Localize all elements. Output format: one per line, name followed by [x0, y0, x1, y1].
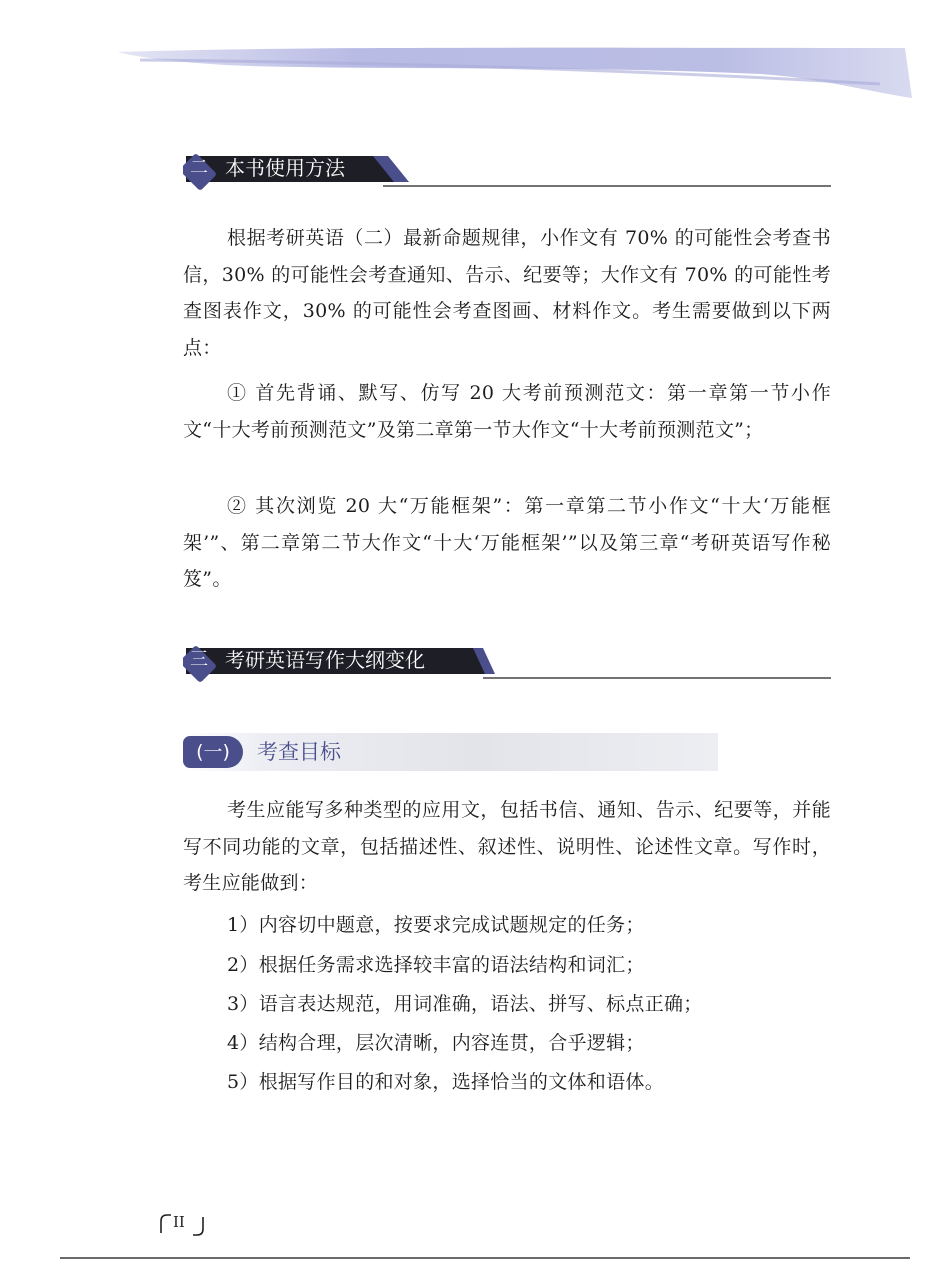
paragraph-rules: 根据考研英语（二）最新命题规律，小作文有 70% 的可能性会考查书信，30% 的可能性会考查通知、告示、纪要等；大作文有 70% 的可能性考查图表作文，30% 的可能性会考查图画、材料作文。考生需要做到以下两点：	[183, 227, 831, 359]
bottom-rule	[60, 1257, 910, 1259]
paragraph-step-one: ① 首先背诵、默写、仿写 20 大考前预测范文：第一章第一节小作文“十大考前预测范文”及第二章第一节大作文“十大考前预测范文”；	[183, 382, 831, 441]
section-number: 二	[190, 157, 208, 178]
paragraph-step-two: ② 其次浏览 20 大“万能框架”：第一章第二节小作文“十大‘万能框架’”、第二章第二节大作文“十大‘万能框架’”以及第三章“考研英语写作秘笈”。	[183, 495, 831, 591]
subsection-badge: (一)	[183, 736, 243, 768]
subsection-heading	[183, 733, 718, 771]
list-item: 3）语言表达规范，用词准确，语法、拼写、标点正确；	[227, 993, 703, 1015]
page-number-text: II	[173, 1213, 185, 1231]
section-title: 考研英语写作大纲变化	[225, 648, 425, 672]
section-number: 三	[190, 649, 208, 670]
subsection-title: 考查目标	[257, 740, 341, 764]
list-item: 1）内容切中题意，按要求完成试题规定的任务；	[227, 914, 645, 936]
decorative-banner	[0, 0, 950, 120]
list-item: 5）根据写作目的和对象，选择恰当的文体和语体。	[227, 1071, 664, 1093]
page-number	[157, 1211, 207, 1239]
section-heading-syllabus	[183, 642, 831, 682]
list-item: 4）结构合理，层次清晰，内容连贯，合乎逻辑；	[227, 1032, 645, 1054]
paragraph-objectives: 考生应能写多种类型的应用文，包括书信、通知、告示、纪要等，并能写不同功能的文章，包括描述性、叙述性、说明性、论述性文章。写作时，考生应能做到：	[183, 799, 831, 895]
list-item: 2）根据任务需求选择较丰富的语法结构和词汇；	[227, 954, 645, 976]
section-heading-usage	[183, 150, 831, 190]
section-title: 本书使用方法	[225, 156, 345, 180]
